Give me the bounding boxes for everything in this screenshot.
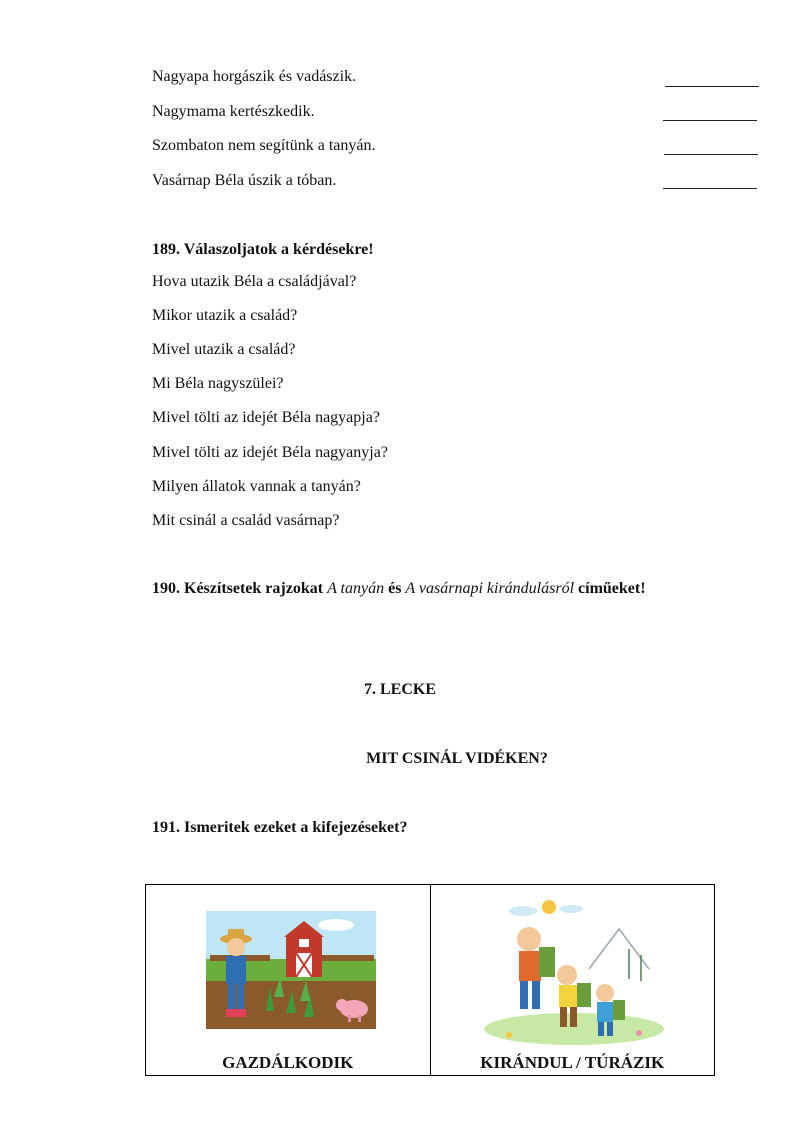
question-3: Mivel utazik a család? xyxy=(152,341,296,358)
ex190-part3: és xyxy=(384,580,406,597)
hiking-family-illustration-icon xyxy=(479,889,669,1049)
question-6: Mivel tölti az idejét Béla nagyanyja? xyxy=(152,444,388,461)
exercise-190-instruction xyxy=(152,579,646,599)
question-2: Mikor utazik a család? xyxy=(152,307,298,324)
exercise-189-title: 189. Válaszoljatok a kérdésekre! xyxy=(152,241,374,258)
ex190-part1: 190. Készítsetek rajzokat xyxy=(152,580,328,597)
statement-2: Nagymama kertészkedik. xyxy=(152,103,315,120)
lesson-title: MIT CSINÁL VIDÉKEN? xyxy=(366,750,548,767)
answer-blank-4[interactable] xyxy=(663,188,757,189)
ex190-part5: címűeket! xyxy=(574,580,646,597)
card-hiking-label: KIRÁNDUL / TÚRÁZIK xyxy=(480,1053,665,1072)
vocabulary-card-table xyxy=(145,884,715,1076)
answer-blank-1[interactable] xyxy=(665,86,759,87)
exercise-191-title: 191. Ismeritek ezeket a kifejezéseket? xyxy=(152,819,408,836)
question-1: Hova utazik Béla a családjával? xyxy=(152,273,357,290)
question-8: Mit csinál a család vasárnap? xyxy=(152,512,340,529)
card-hiking xyxy=(430,885,715,1076)
question-4: Mi Béla nagyszülei? xyxy=(152,375,284,392)
card-farming-label: GAZDÁLKODIK xyxy=(222,1053,354,1072)
answer-blank-2[interactable] xyxy=(663,120,757,121)
card-farming xyxy=(146,885,431,1076)
answer-blank-3[interactable] xyxy=(664,154,758,155)
ex190-title-trip: A vasárnapi kirándulásról xyxy=(405,580,575,597)
question-7: Milyen állatok vannak a tanyán? xyxy=(152,478,361,495)
farmer-illustration-icon xyxy=(206,911,376,1029)
statement-3: Szombaton nem segítünk a tanyán. xyxy=(152,137,376,154)
ex190-title-farm: A tanyán xyxy=(327,580,385,597)
question-5: Mivel tölti az idejét Béla nagyapja? xyxy=(152,409,380,426)
lesson-number: 7. LECKE xyxy=(363,681,436,698)
statement-1: Nagyapa horgászik és vadászik. xyxy=(152,68,357,85)
statement-4: Vasárnap Béla úszik a tóban. xyxy=(152,172,337,189)
